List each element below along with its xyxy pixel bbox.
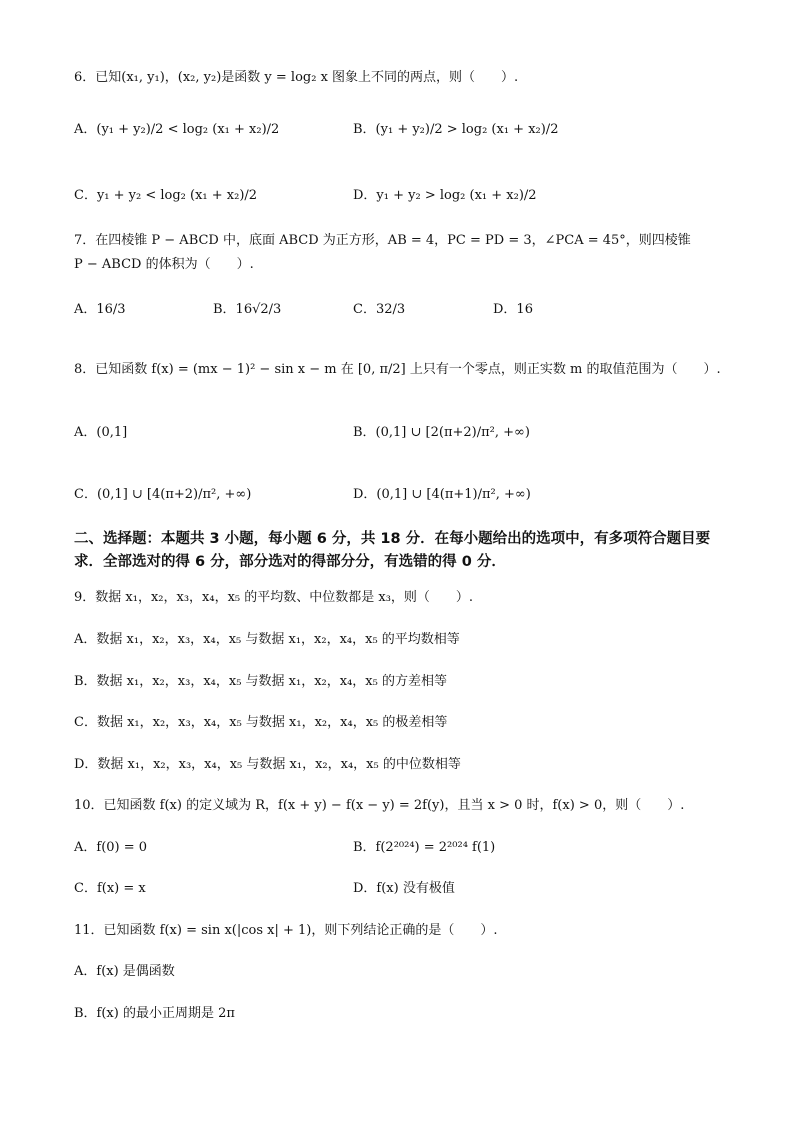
question-6-option-d: D．y₁ + y₂ > log₂ (x₁ + x₂)/2 (353, 188, 537, 203)
question-6-option-c: C．y₁ + y₂ < log₂ (x₁ + x₂)/2 (74, 188, 258, 203)
question-10-option-c: C．f(x) = x (74, 881, 146, 896)
question-7-option-a: A．16/3 (74, 302, 126, 317)
question-8-option-c: C．(0,1] ∪ [4(π+2)/π², +∞) (74, 487, 252, 502)
question-7-stem-line2: P − ABCD 的体积为（ ）. (74, 257, 254, 272)
question-8-option-b: B．(0,1] ∪ [2(π+2)/π², +∞) (353, 425, 530, 440)
question-6-stem: 6．已知(x₁, y₁)，(x₂, y₂)是函数 y = log₂ x 图象上不同的两点，则（ ）. (74, 70, 519, 85)
question-11-stem: 11．已知函数 f(x) = sin x(|cos x| + 1)，则下列结论正确的是（ ）. (74, 923, 498, 938)
question-9-option-b: B．数据 x₁，x₂，x₃，x₄，x₅ 与数据 x₁，x₂，x₄，x₅ 的方差相等 (74, 674, 447, 689)
question-6-option-b: B．(y₁ + y₂)/2 > log₂ (x₁ + x₂)/2 (353, 122, 559, 137)
question-9-stem: 9．数据 x₁，x₂，x₃，x₄，x₅ 的平均数、中位数都是 x₃，则（ ）. (74, 590, 474, 605)
question-8-option-d: D．(0,1] ∪ [4(π+1)/π², +∞) (353, 487, 531, 502)
question-10-option-b: B．f(2²⁰²⁴) = 2²⁰²⁴ f(1) (353, 840, 496, 855)
question-10-option-a: A．f(0) = 0 (74, 840, 148, 855)
question-7-option-c: C．32/3 (353, 302, 406, 317)
question-11-option-b: B．f(x) 的最小正周期是 2π (74, 1006, 235, 1021)
question-10-option-d: D．f(x) 没有极值 (353, 881, 455, 896)
question-7-stem-line1: 7．在四棱锥 P − ABCD 中，底面 ABCD 为正方形，AB = 4，PC = PD = 3，∠PCA = 45°，则四棱锥 (74, 233, 691, 248)
question-8-stem: 8．已知函数 f(x) = (mx − 1)² − sin x − m 在 [0, π/2] 上只有一个零点，则正实数 m 的取值范围为（ ）. (74, 362, 721, 377)
question-9-option-a: A．数据 x₁，x₂，x₃，x₄，x₅ 与数据 x₁，x₂，x₄，x₅ 的平均数相等 (74, 632, 460, 647)
question-9-option-c: C．数据 x₁，x₂，x₃，x₄，x₅ 与数据 x₁，x₂，x₄，x₅ 的极差相等 (74, 715, 448, 730)
section-2-heading: 二、选择题：本题共 3 小题，每小题 6 分，共 18 分．在每小题给出的选项中，有多项符合题目要求．全部选对的得 6 分，部分选对的得部分分，有选错的得 0 分． (74, 531, 711, 571)
question-7-option-b: B．16√2/3 (213, 302, 282, 317)
question-10-stem: 10．已知函数 f(x) 的定义域为 R，f(x + y) − f(x − y) = 2f(y)，且当 x > 0 时，f(x) > 0，则（ ）. (74, 798, 685, 813)
question-7-option-d: D．16 (493, 302, 533, 317)
question-8-option-a: A．(0,1] (74, 425, 128, 440)
question-11-option-a: A．f(x) 是偶函数 (74, 964, 175, 979)
question-6-option-a: A．(y₁ + y₂)/2 < log₂ (x₁ + x₂)/2 (74, 122, 280, 137)
question-9-option-d: D．数据 x₁，x₂，x₃，x₄，x₅ 与数据 x₁，x₂，x₄，x₅ 的中位数相等 (74, 757, 461, 772)
